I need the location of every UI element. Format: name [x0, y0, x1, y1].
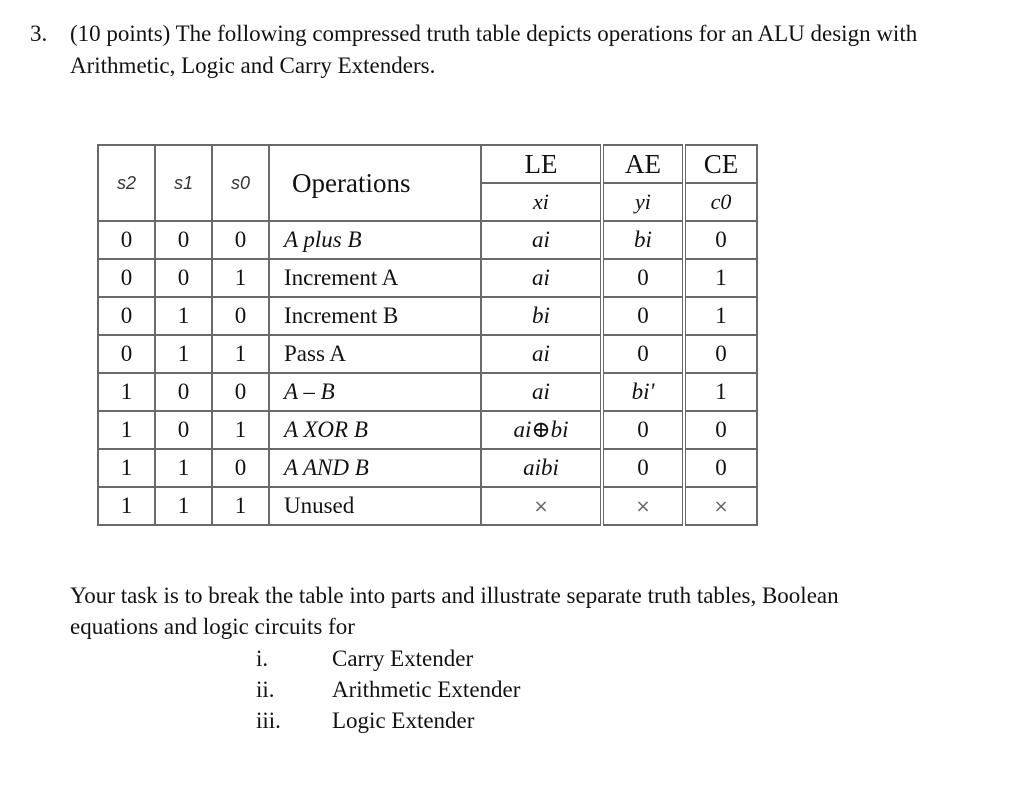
task-line-1: Your task is to break the table into parts and illustrate separate truth tables, Boolean: [70, 583, 839, 608]
cell-ce: 1: [684, 297, 757, 335]
cell-s0: 0: [212, 221, 269, 259]
table-row: [98, 297, 757, 335]
cell-s1: 1: [155, 449, 212, 487]
cell-ce: 0: [684, 335, 757, 373]
cell-s1: 1: [155, 297, 212, 335]
cell-ae: 0: [602, 259, 684, 297]
cell-s2: 1: [98, 411, 155, 449]
header-le-var: xi: [481, 183, 602, 221]
cell-s0: 0: [212, 449, 269, 487]
cell-ae: bi: [602, 221, 684, 259]
cell-s2: 0: [98, 221, 155, 259]
header-ae: AE: [602, 145, 684, 183]
header-s0: s0: [212, 145, 269, 221]
header-operations: Operations: [269, 145, 481, 221]
cell-s1: 0: [155, 259, 212, 297]
cell-s0: 0: [212, 373, 269, 411]
cell-operation: Pass A: [269, 335, 481, 373]
table-row: [98, 411, 757, 449]
cell-s0: 1: [212, 259, 269, 297]
list-item-label: Arithmetic Extender: [332, 677, 521, 702]
cell-ce: 1: [684, 373, 757, 411]
cell-ce: ×: [684, 487, 757, 525]
cell-ce: 0: [684, 411, 757, 449]
cell-operation: Unused: [269, 487, 481, 525]
list-item-roman: ii.: [256, 677, 275, 702]
table-body: [98, 221, 757, 525]
header-ce: CE: [684, 145, 757, 183]
cell-ae: bi': [602, 373, 684, 411]
cell-le: aibi: [481, 449, 602, 487]
question-line-2: Arithmetic, Logic and Carry Extenders.: [70, 53, 436, 78]
cell-operation: A – B: [269, 373, 481, 411]
cell-le: ai⊕bi: [481, 411, 602, 449]
question-intro: (10 points) The following compressed truth table depicts operations for an ALU design with: [70, 21, 918, 46]
list-item: [256, 674, 520, 705]
cell-ce: 0: [684, 449, 757, 487]
cell-s1: 1: [155, 487, 212, 525]
cell-s2: 0: [98, 259, 155, 297]
table-header-row: [98, 145, 757, 183]
cell-ae: 0: [602, 449, 684, 487]
cell-operation: Increment B: [269, 297, 481, 335]
list-item-roman: i.: [256, 646, 269, 671]
cell-s2: 0: [98, 297, 155, 335]
cell-s2: 1: [98, 487, 155, 525]
cell-le: bi: [481, 297, 602, 335]
question-text: [30, 18, 1000, 82]
cell-le: ai: [481, 335, 602, 373]
cell-ae: ×: [602, 487, 684, 525]
list-item: [256, 705, 520, 736]
table-row: [98, 449, 757, 487]
task-text: [70, 580, 970, 642]
alu-truth-table: [97, 144, 758, 526]
cell-le: ai: [481, 373, 602, 411]
cell-le: ai: [481, 259, 602, 297]
cell-s1: 1: [155, 335, 212, 373]
cell-le: ×: [481, 487, 602, 525]
header-ce-var: c0: [684, 183, 757, 221]
header-ae-var: yi: [602, 183, 684, 221]
cell-ae: 0: [602, 297, 684, 335]
cell-ae: 0: [602, 335, 684, 373]
task-line-2: equations and logic circuits for: [70, 614, 355, 639]
cell-s1: 0: [155, 373, 212, 411]
header-le: LE: [481, 145, 602, 183]
cell-s0: 1: [212, 335, 269, 373]
cell-s0: 1: [212, 487, 269, 525]
header-s1: s1: [155, 145, 212, 221]
task-list: [256, 643, 520, 736]
cell-ae: 0: [602, 411, 684, 449]
cell-ce: 1: [684, 259, 757, 297]
table-row: [98, 221, 757, 259]
cell-s1: 0: [155, 411, 212, 449]
list-item-label: Carry Extender: [332, 646, 474, 671]
question-number: 3.: [30, 21, 48, 46]
list-item-roman: iii.: [256, 708, 281, 733]
cell-s2: 0: [98, 335, 155, 373]
cell-s0: 0: [212, 297, 269, 335]
cell-le: ai: [481, 221, 602, 259]
table-row: [98, 335, 757, 373]
cell-operation: A XOR B: [269, 411, 481, 449]
table-row: [98, 373, 757, 411]
cell-s2: 1: [98, 373, 155, 411]
list-item-label: Logic Extender: [332, 708, 475, 733]
question-line-1: [30, 18, 1000, 50]
cell-operation: A plus B: [269, 221, 481, 259]
cell-s0: 1: [212, 411, 269, 449]
list-item: [256, 643, 520, 674]
table-row: [98, 487, 757, 525]
cell-ce: 0: [684, 221, 757, 259]
cell-s1: 0: [155, 221, 212, 259]
cell-operation: A AND B: [269, 449, 481, 487]
header-s2: s2: [98, 145, 155, 221]
cell-operation: Increment A: [269, 259, 481, 297]
table-row: [98, 259, 757, 297]
cell-s2: 1: [98, 449, 155, 487]
